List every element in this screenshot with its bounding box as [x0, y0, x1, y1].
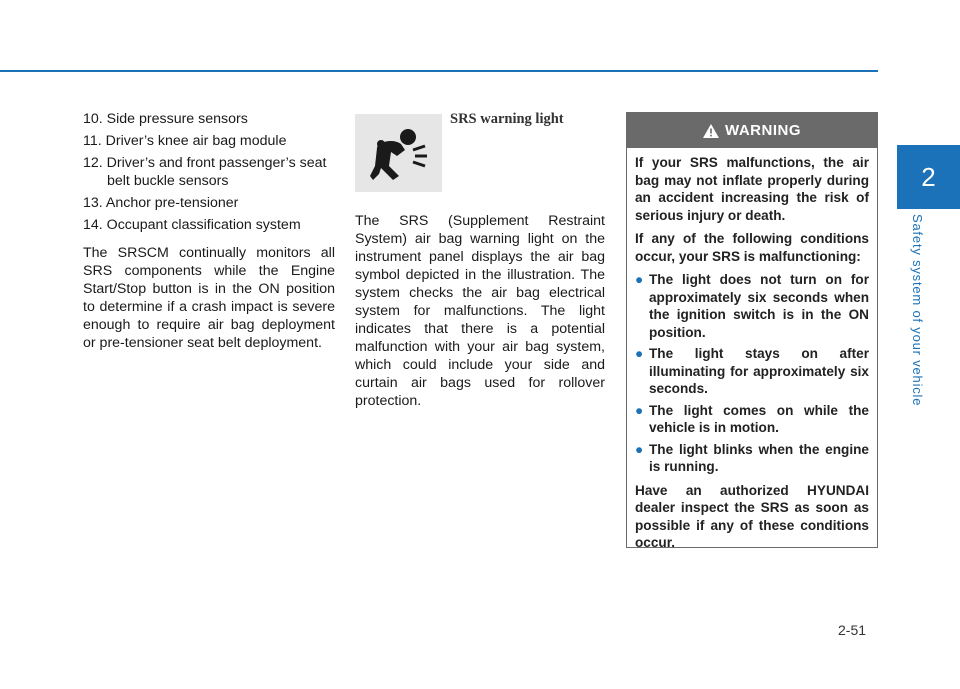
warning-box — [626, 112, 878, 548]
list-item: 10. Side pressure sensors — [83, 111, 248, 127]
header-rule — [0, 70, 878, 72]
bullet-icon: ● — [635, 441, 644, 457]
warning-bullet: ● The light comes on while the vehicle is in motion. — [635, 402, 869, 435]
bullet-icon: ● — [635, 272, 644, 287]
warning-title: WARNING — [725, 122, 801, 139]
bullet-icon: ● — [635, 402, 644, 418]
srscm-paragraph: The SRSCM continually monitors all SRS components while the Engine Start/Stop button is in the ON position to determine if a crash impact is severe enough to require air bag deployment or pre-tensioner seat belt deployment. — [83, 245, 335, 351]
section-heading: SRS warning light — [450, 111, 564, 127]
list-item: 13. Anchor pre-tensioner — [83, 195, 239, 211]
warning-bullet: ● The light blinks when the engine is running. — [635, 441, 869, 474]
warning-closing: Have an authorized HYUNDAI dealer inspect the SRS as soon as possible if any of these conditions occur. — [635, 482, 869, 550]
warning-triangle-icon — [703, 124, 719, 138]
left-column — [83, 110, 335, 352]
list-item: 14. Occupant classification system — [83, 217, 301, 233]
warning-bullet: ● The light does not turn on for approximately six seconds when the ignition switch is in the ON position. — [635, 272, 869, 340]
airbag-warning-icon — [355, 114, 442, 192]
list-item: 11. Driver’s knee air bag module — [83, 133, 287, 149]
warning-body — [627, 148, 877, 552]
warning-bullet-list — [635, 271, 869, 476]
warning-intro: If your SRS malfunctions, the air bag may not inflate properly during an accident increasing the risk of serious injury or death. — [635, 155, 869, 223]
chapter-tab — [897, 145, 960, 209]
list-item: 12. Driver’s and front passenger’s seat belt buckle sensors — [83, 155, 327, 189]
srs-light-paragraph: The SRS (Supplement Restraint System) air bag warning light on the instrument panel displays the air bag symbol depicted in the illustration. The system checks the air bag electrical system for malfunctions. The light indicates that there is a potential malfunction with your air bag system, which could include your side and curtain air bags used for rollover protection. — [355, 213, 605, 409]
warning-bullet: ● The light stays on after illuminating for approximately six seconds. — [635, 346, 869, 396]
page-number: 2-51 — [838, 622, 867, 638]
warning-lead: If any of the following conditions occur, your SRS is malfunctioning: — [635, 231, 869, 264]
bullet-icon: ● — [635, 346, 644, 361]
chapter-number: 2 — [921, 161, 936, 192]
chapter-title: Safety system of your vehicle — [910, 214, 925, 407]
warning-header — [627, 113, 877, 148]
component-list — [83, 110, 335, 234]
